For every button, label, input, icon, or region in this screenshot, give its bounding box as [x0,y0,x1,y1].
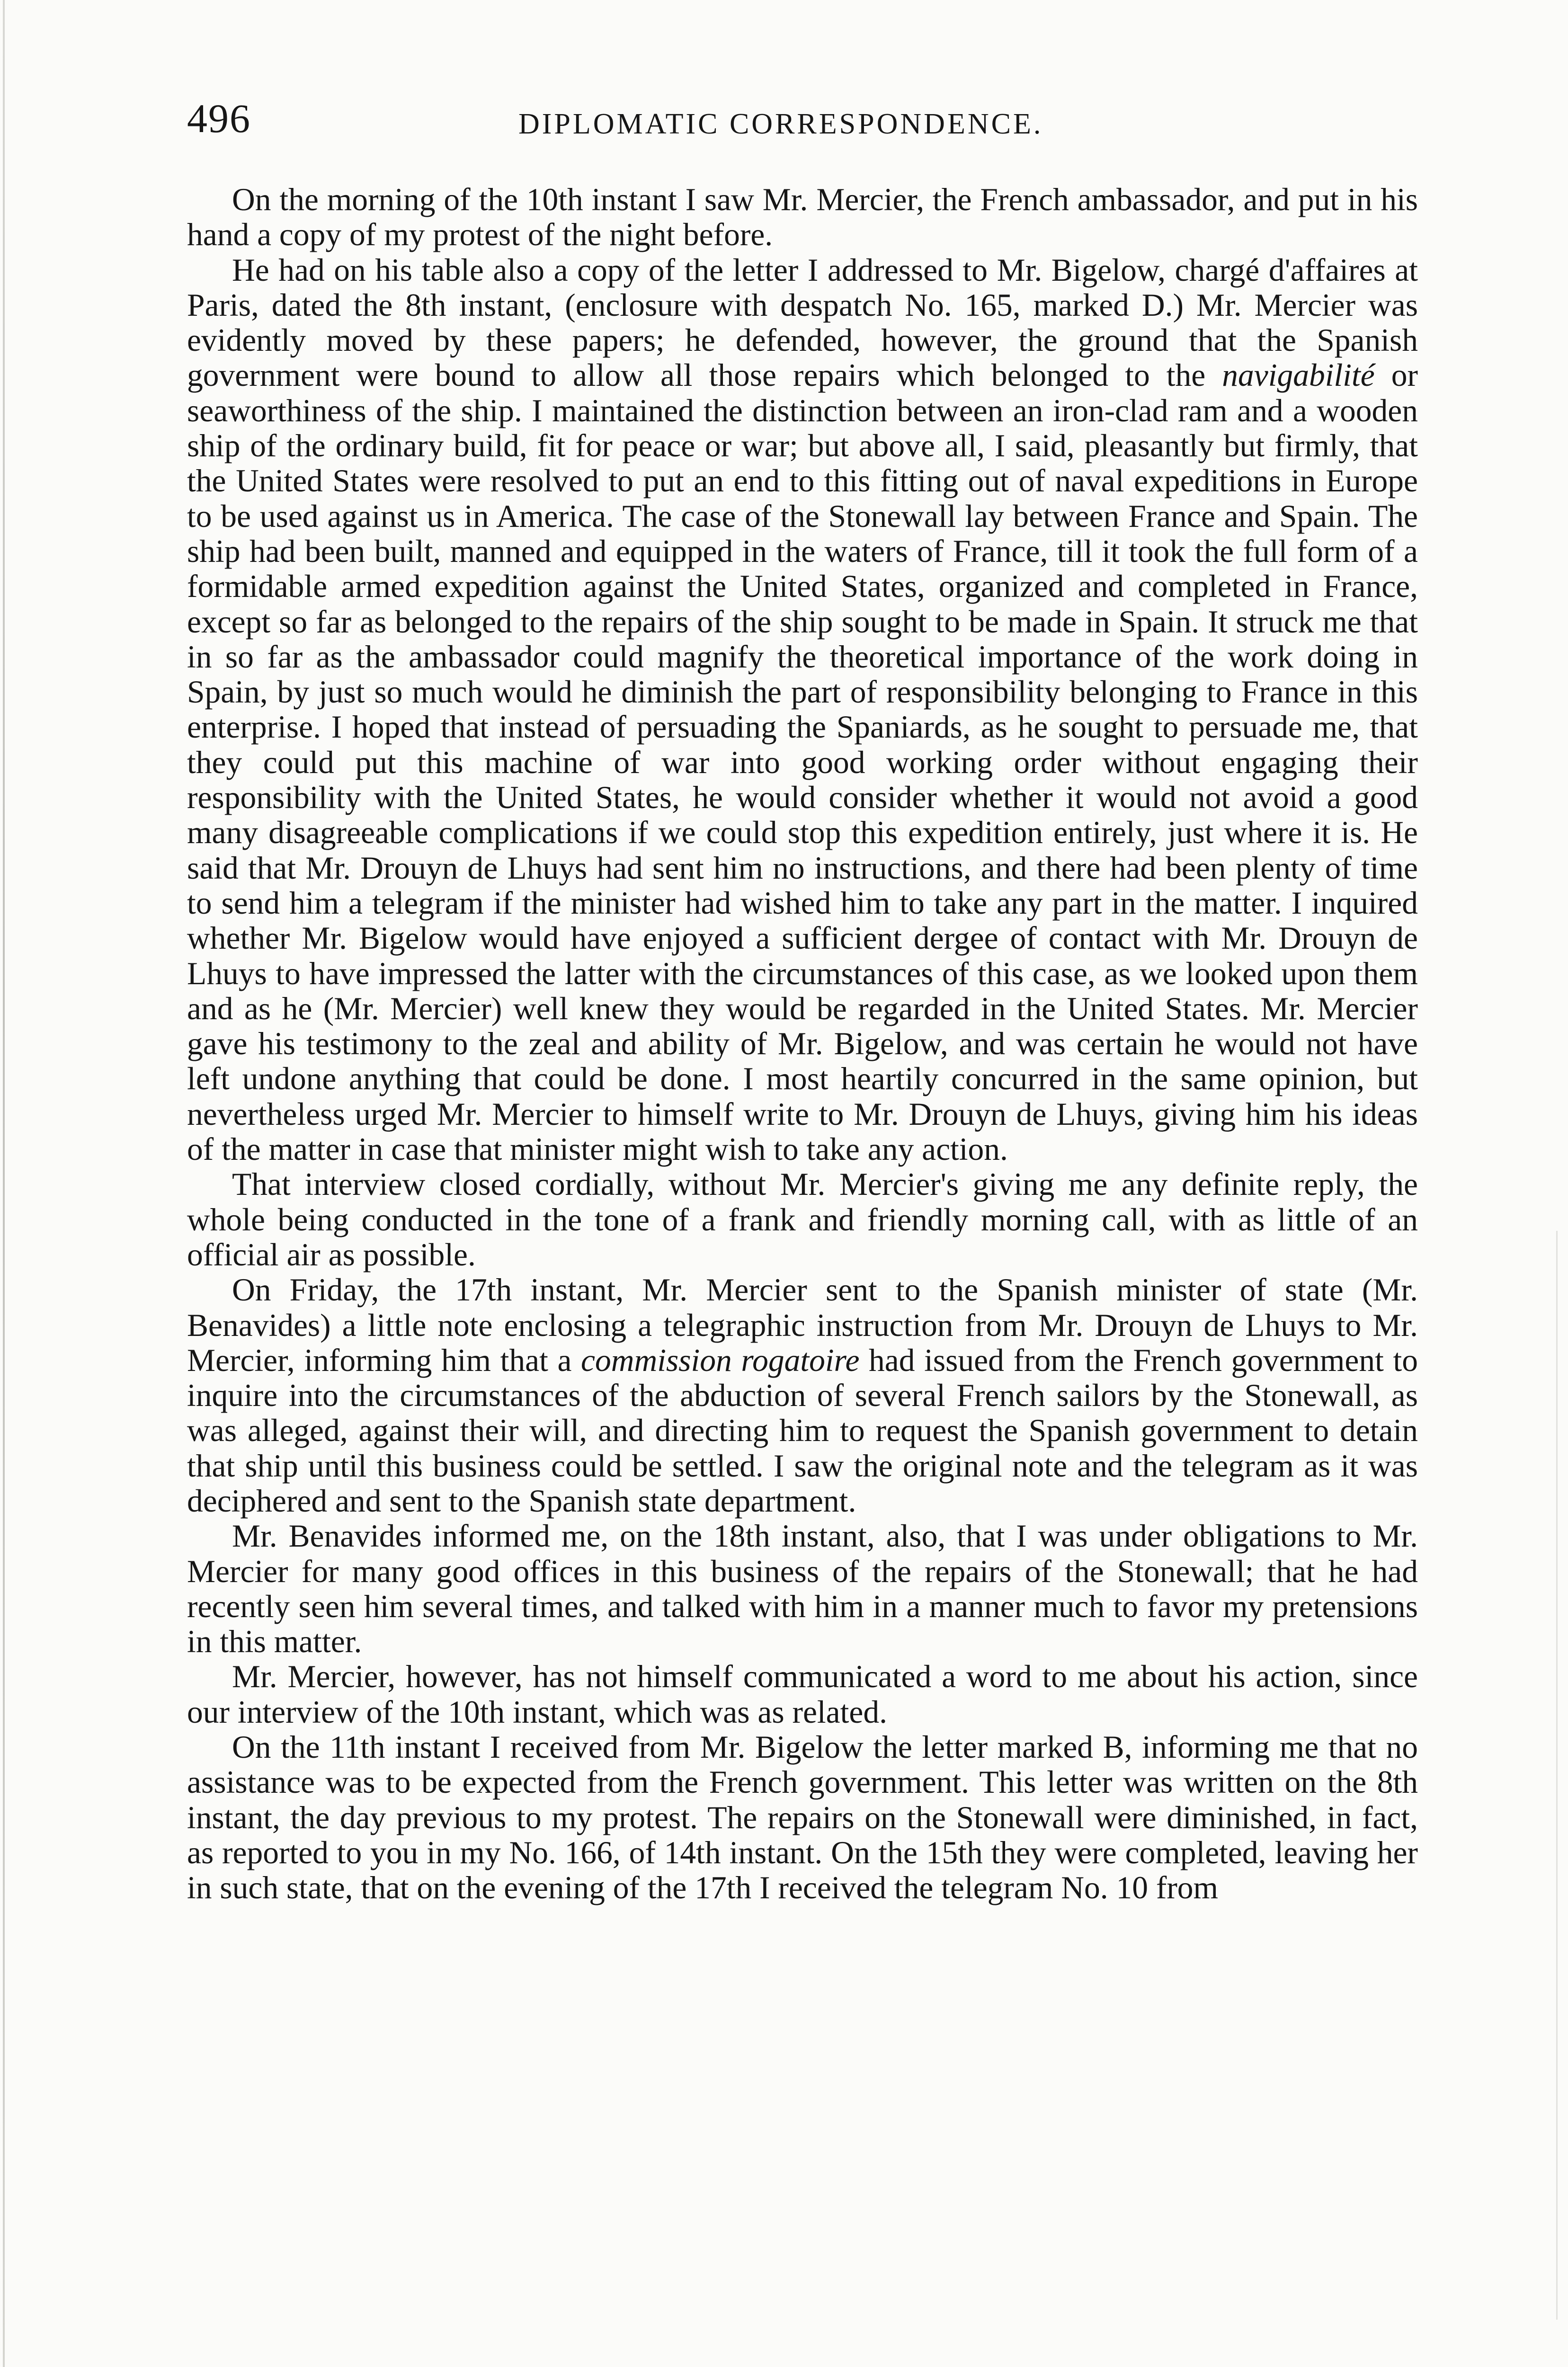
paragraph-1: On the morning of the 10th instant I saw Mr. Mercier, the French ambassador, and put in his hand a copy of my protest of the night before. [187,182,1418,253]
paragraph-6: Mr. Mercier, however, has not himself communicated a word to me about his action, since our interview of the 10th instant, which was as related. [187,1659,1418,1730]
paragraph-4-text-b: had issued from the French government to inquire into the circumstances of the abduction of several French sailors by the Stonewall, as was alleged, against their will, and directing him to request the Spanish government to detain that ship until this business could be settled. I saw the original note and the telegram as it was deciphered and sent to the Spanish state department. [187,1342,1418,1519]
paragraph-2-italic-term: navigabilité [1222,357,1375,393]
paragraph-3: That interview closed cordially, without Mr. Mercier's giving me any definite reply, the whole being conducted in the tone of a frank and friendly morning call, with as little of an official air as possible. [187,1166,1418,1272]
body-text [187,182,1418,1906]
page-number: 496 [187,96,251,141]
running-title: DIPLOMATIC CORRESPONDENCE. [518,108,1043,140]
paragraph-5: Mr. Benavides informed me, on the 18th instant, also, that I was under obligations to Mr. Mercier for many good offices in this business of the repairs of the Stonewall; that he had recently seen him several times, and talked with him in a manner much to favor my pretensions in this matter. [187,1518,1418,1660]
page-header [187,90,1404,161]
paragraph-4 [187,1272,1418,1519]
paragraph-2 [187,253,1418,1167]
page-edge-mark [1556,1231,1558,2320]
paragraph-2-text-a: He had on his table also a copy of the letter I addressed to Mr. Bigelow, chargé d'affaires at Paris, dated the 8th instant, (enclosure with despatch No. 165, marked D.) Mr. Mercier was evidently moved by these papers; he defended, however, the ground that the Spanish government were bound to allow all those repairs which belonged to the [187,252,1418,393]
paragraph-4-italic-term: commission rogatoire [581,1342,860,1378]
paragraph-7: On the 11th instant I received from Mr. Bigelow the letter marked B, informing me that no assistance was to be expected from the French government. This letter was written on the 8th instant, the day previous to my protest. The repairs on the Stonewall were diminished, in fact, as reported to you in my No. 166, of 14th instant. On the 15th they were completed, leaving her in such state, that on the evening of the 17th I received the telegram No. 10 from [187,1729,1418,1906]
paragraph-2-text-b: or seaworthiness of the ship. I maintained the distinction between an iron-clad ram and a wooden ship of the ordinary build, fit for peace or war; but above all, I said, pleasantly but firmly, that the United States were resolved to put an end to this fitting out of naval expeditions in Europe to be used against us in America. The case of the Stonewall lay between France and Spain. The ship had been built, manned and equipped in the waters of France, till it took the full form of a formidable armed expedition against the United States, organized and completed in France, except so far as belonged to the repairs of the ship sought to be made in Spain. It struck me that in so far as the ambassador could magnify the theoretical importance of the work doing in Spain, by just so much would he diminish the part of responsibility belonging to France in this enterprise. I hoped that instead of persuading the Spaniards, as he sought to persuade me, that they could put this machine of war into good working order without engaging their responsibility with the United States, he would consider whether it would not avoid a good many disagreeable complications if we could stop this expedition entirely, just where it is. He said that Mr. Drouyn de Lhuys had sent him no instructions, and there had been plenty of time to send him a telegram if the minister had wished him to take any part in the matter. I inquired whether Mr. Bigelow would have enjoyed a sufficient dergee of contact with Mr. Drouyn de Lhuys to have impressed the latter with the circumstances of this case, as we looked upon them and as he (Mr. Mercier) well knew they would be regarded in the United States. Mr. Mercier gave his testimony to the zeal and ability of Mr. Bigelow, and was certain he would not have left undone anything that could be done. I most heartily concurred in the same opinion, but nevertheless urged Mr. Mercier to himself write to Mr. Drouyn de Lhuys, giving him his ideas of the matter in case that minister might wish to take any action. [187,357,1418,1167]
paragraph-4-text-a: On Friday, the 17th instant, Mr. Mercier sent to the Spanish minister of state (Mr. Benavides) a little note enclosing a telegraphic instruction from Mr. Drouyn de Lhuys to Mr. Mercier, informing him that a [187,1272,1418,1378]
page-edge-shadow [3,0,5,2367]
